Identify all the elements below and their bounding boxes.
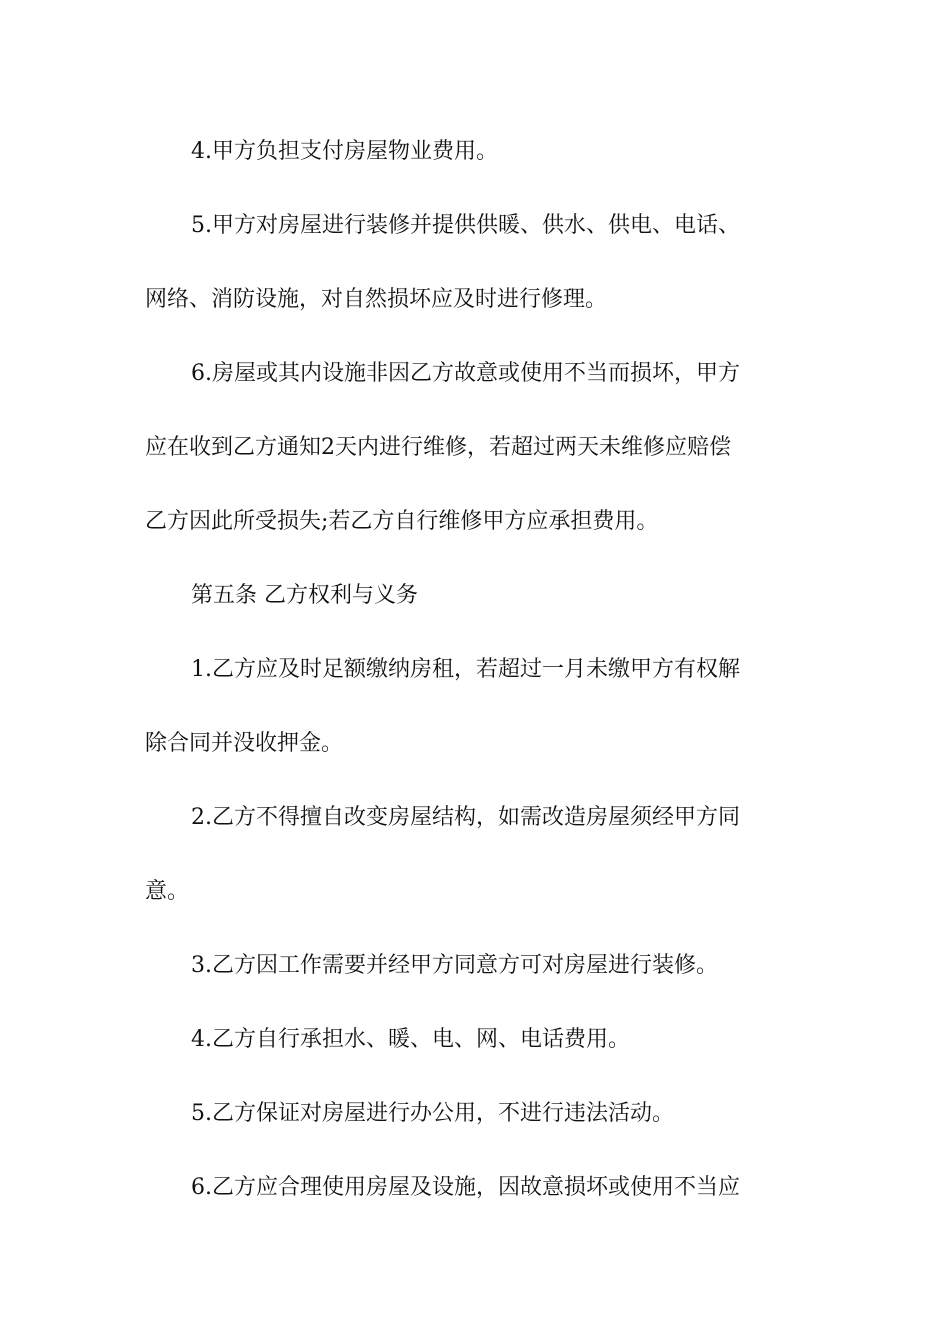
clause-2-party-b-structure-line-2: 意。 <box>145 879 190 904</box>
clause-5-party-a-renovation-line-1: 5.甲方对房屋进行装修并提供供暖、供水、供电、电话、 <box>191 213 740 238</box>
clause-5-party-b-office-use: 5.乙方保证对房屋进行办公用，不进行违法活动。 <box>191 1101 674 1126</box>
article-5-heading: 第五条 乙方权利与义务 <box>191 583 418 608</box>
clause-4-party-b-utilities: 4.乙方自行承担水、暖、电、网、电话费用。 <box>191 1027 630 1052</box>
clause-6-party-b-proper-use: 6.乙方应合理使用房屋及设施，因故意损坏或使用不当应 <box>191 1175 740 1200</box>
clause-1-party-b-rent-line-1: 1.乙方应及时足额缴纳房租，若超过一月未缴甲方有权解 <box>191 657 740 682</box>
clause-2-party-b-structure-line-1: 2.乙方不得擅自改变房屋结构，如需改造房屋须经甲方同 <box>191 805 740 830</box>
clause-3-party-b-renovation: 3.乙方因工作需要并经甲方同意方可对房屋进行装修。 <box>191 953 718 978</box>
clause-5-party-a-renovation-line-2: 网络、消防设施，对自然损坏应及时进行修理。 <box>145 287 608 312</box>
clause-4-party-a-property-fees: 4.甲方负担支付房屋物业费用。 <box>191 139 498 164</box>
clause-6-party-a-repair-line-2: 应在收到乙方通知2天内进行维修，若超过两天未维修应赔偿 <box>145 435 731 460</box>
clause-6-party-a-repair-line-1: 6.房屋或其内设施非因乙方故意或使用不当而损坏，甲方 <box>191 361 740 386</box>
clause-6-party-a-repair-line-3: 乙方因此所受损失;若乙方自行维修甲方应承担费用。 <box>145 509 659 534</box>
clause-1-party-b-rent-line-2: 除合同并没收押金。 <box>145 731 344 756</box>
